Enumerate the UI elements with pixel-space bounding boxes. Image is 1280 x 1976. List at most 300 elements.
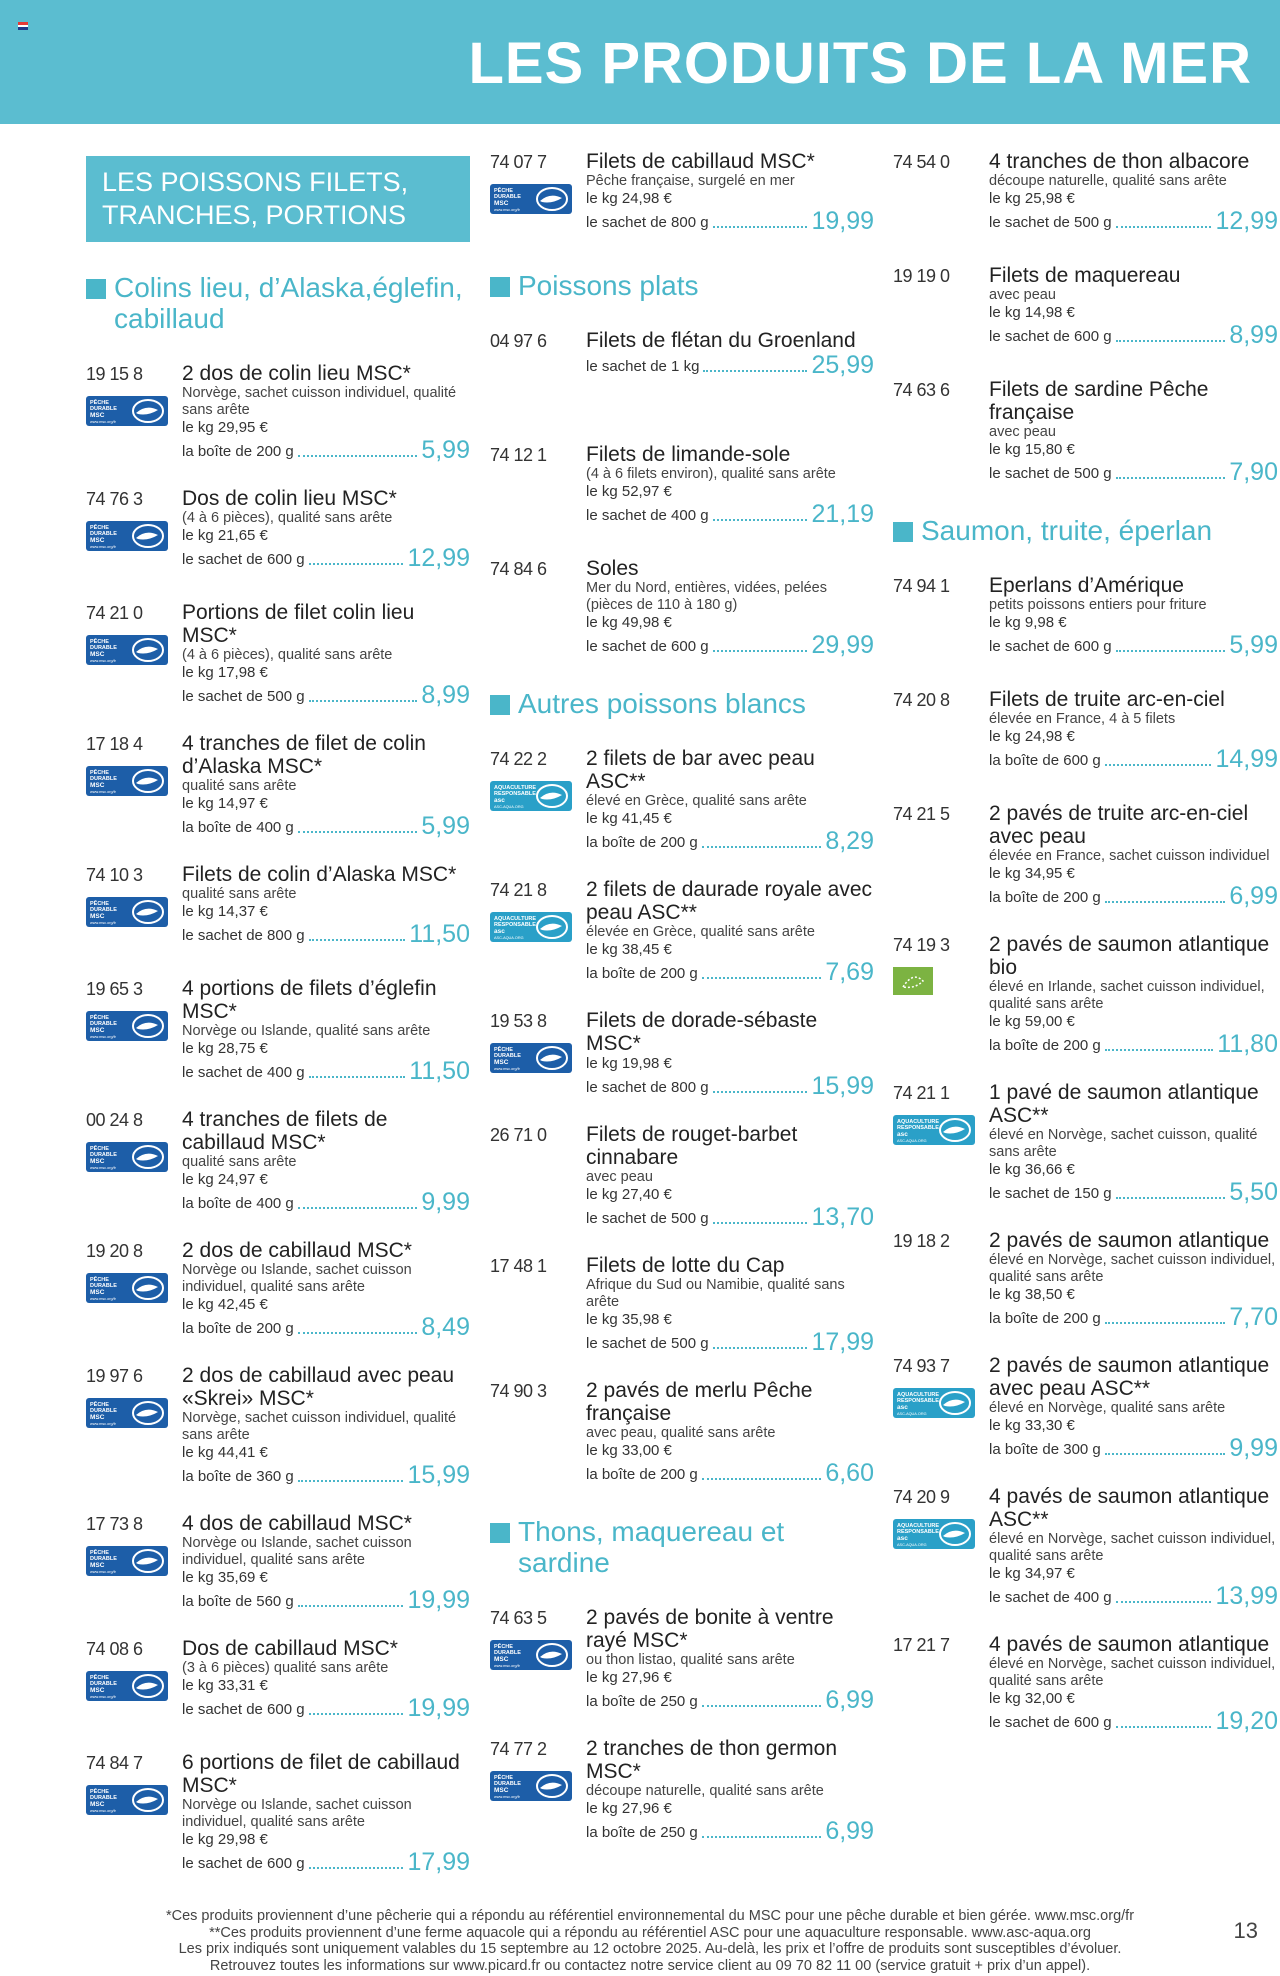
price: 15,99 bbox=[811, 1072, 874, 1100]
price: 19,99 bbox=[407, 1694, 470, 1722]
price: 12,99 bbox=[1215, 207, 1278, 235]
product-description: Norvège ou Islande, qualité sans arête bbox=[182, 1023, 431, 1039]
svg-text:PÊCHE: PÊCHE bbox=[90, 770, 109, 776]
pack-size: la boîte de 200 g bbox=[989, 1037, 1101, 1054]
product-name: 2 filets de bar avec peau ASC** bbox=[586, 747, 815, 793]
product-item bbox=[490, 878, 874, 985]
column-content bbox=[490, 150, 874, 1844]
svg-text:DURABLE: DURABLE bbox=[494, 1650, 521, 1656]
svg-text:PÊCHE: PÊCHE bbox=[494, 1047, 513, 1053]
dot-leader bbox=[1105, 1322, 1226, 1324]
product-description: élevé en Norvège, sachet cuisson, qualité sans arête bbox=[989, 1127, 1258, 1160]
dot-leader bbox=[702, 977, 822, 979]
dot-leader bbox=[713, 519, 808, 521]
price-per-kg: le kg 36,66 € bbox=[989, 1161, 1075, 1178]
dot-leader bbox=[309, 563, 404, 565]
dot-leader bbox=[713, 650, 808, 652]
pack-price-row bbox=[586, 1329, 874, 1355]
pack-price-row bbox=[182, 1462, 470, 1488]
dot-leader bbox=[702, 1836, 822, 1838]
product-item bbox=[490, 329, 874, 419]
svg-text:asc: asc bbox=[897, 1131, 908, 1138]
dot-leader bbox=[309, 1713, 404, 1715]
dot-leader bbox=[1105, 1049, 1214, 1051]
price: 8,29 bbox=[825, 827, 874, 855]
pack-size: le sachet de 400 g bbox=[182, 1064, 305, 1081]
price: 5,50 bbox=[1229, 1178, 1278, 1206]
product-item bbox=[86, 1751, 470, 1875]
product-code: 74 93 7 bbox=[893, 1356, 950, 1376]
price: 6,99 bbox=[825, 1686, 874, 1714]
svg-text:MSC: MSC bbox=[494, 1787, 509, 1794]
product-item bbox=[893, 933, 1278, 1057]
product-code: 19 20 8 bbox=[86, 1241, 143, 1261]
pack-price-row bbox=[989, 208, 1278, 234]
svg-text:www.msc.org/fr: www.msc.org/fr bbox=[90, 659, 116, 663]
pack-size: le sachet de 1 kg bbox=[586, 358, 700, 375]
product-name: 2 pavés de truite arc-en-ciel avec peau bbox=[989, 802, 1249, 848]
section-heading: Poissons plats bbox=[490, 270, 874, 301]
msc-logo-icon bbox=[490, 184, 572, 214]
product-name: 2 filets de daurade royale avec peau ASC** bbox=[586, 878, 873, 924]
product-item bbox=[86, 1512, 470, 1613]
pack-size: la boîte de 360 g bbox=[182, 1468, 294, 1485]
price: 19,20 bbox=[1215, 1707, 1278, 1735]
dot-leader bbox=[1105, 1453, 1226, 1455]
product-code: 74 90 3 bbox=[490, 1381, 547, 1401]
svg-text:PÊCHE: PÊCHE bbox=[90, 1402, 109, 1408]
svg-text:DURABLE: DURABLE bbox=[90, 1556, 117, 1562]
msc-logo-icon bbox=[86, 1671, 168, 1701]
pack-size: le sachet de 800 g bbox=[182, 927, 305, 944]
svg-text:PÊCHE: PÊCHE bbox=[90, 1015, 109, 1021]
svg-text:RESPONSABLE: RESPONSABLE bbox=[897, 1125, 939, 1131]
product-code: 74 07 7 bbox=[490, 152, 547, 172]
pack-price-row bbox=[989, 1304, 1278, 1330]
price: 17,99 bbox=[407, 1848, 470, 1876]
price-per-kg: le kg 17,98 € bbox=[182, 664, 268, 681]
pack-size: le sachet de 800 g bbox=[586, 1079, 709, 1096]
price: 11,80 bbox=[1217, 1030, 1278, 1058]
dot-leader bbox=[713, 226, 808, 228]
product-code: 74 21 5 bbox=[893, 804, 950, 824]
pack-price-row bbox=[182, 1587, 470, 1613]
pack-price-row bbox=[586, 632, 874, 658]
product-code: 74 76 3 bbox=[86, 489, 143, 509]
product-code: 74 54 0 bbox=[893, 152, 950, 172]
dot-leader bbox=[713, 1091, 808, 1093]
product-name: Filets de rouget-barbet cinnabare bbox=[586, 1123, 798, 1169]
svg-text:www.msc.org/fr: www.msc.org/fr bbox=[90, 420, 116, 424]
pack-size: la boîte de 400 g bbox=[182, 819, 294, 836]
section-heading: Colins lieu, d’Alaska,églefin, cabillaud bbox=[86, 272, 470, 334]
product-code: 19 15 8 bbox=[86, 364, 143, 384]
product-description: élevée en France, sachet cuisson individuel bbox=[989, 848, 1270, 864]
product-item bbox=[86, 362, 470, 463]
product-name: 2 dos de cabillaud MSC* bbox=[182, 1239, 412, 1262]
product-name: 2 pavés de saumon atlantique bbox=[989, 1229, 1270, 1252]
product-description: avec peau, qualité sans arête bbox=[586, 1425, 776, 1441]
product-code: 74 94 1 bbox=[893, 576, 950, 596]
svg-text:MSC: MSC bbox=[90, 1687, 105, 1694]
svg-text:ASC-AQUA.ORG: ASC-AQUA.ORG bbox=[897, 1139, 927, 1143]
dot-leader bbox=[702, 1478, 822, 1480]
product-code: 74 12 1 bbox=[490, 445, 547, 465]
product-name: Filets de colin d’Alaska MSC* bbox=[182, 863, 457, 886]
svg-text:ASC-AQUA.ORG: ASC-AQUA.ORG bbox=[494, 936, 524, 940]
svg-text:PÊCHE: PÊCHE bbox=[494, 188, 513, 194]
price: 6,99 bbox=[1229, 882, 1278, 910]
product-item bbox=[490, 150, 874, 240]
pack-price-row bbox=[182, 1314, 470, 1340]
dot-leader bbox=[713, 1222, 808, 1224]
svg-text:MSC: MSC bbox=[90, 537, 105, 544]
product-code: 17 21 7 bbox=[893, 1635, 950, 1655]
msc-logo-icon bbox=[86, 1011, 168, 1041]
product-name: 6 portions de filet de cabillaud MSC* bbox=[182, 1751, 460, 1797]
dot-leader bbox=[309, 1867, 404, 1869]
asc-logo-icon bbox=[490, 781, 572, 811]
price-per-kg: le kg 15,80 € bbox=[989, 441, 1075, 458]
price: 7,90 bbox=[1229, 458, 1278, 486]
product-description: Norvège, sachet cuisson individuel, qualité sans arête bbox=[182, 385, 457, 418]
column-content bbox=[86, 272, 470, 1875]
pack-price-row bbox=[586, 501, 874, 527]
asc-logo-icon bbox=[893, 1519, 975, 1549]
price-per-kg: le kg 25,98 € bbox=[989, 190, 1075, 207]
msc-logo-icon bbox=[86, 1142, 168, 1172]
pack-price-row bbox=[989, 1179, 1278, 1205]
svg-text:AQUACULTURE: AQUACULTURE bbox=[494, 916, 537, 922]
product-item bbox=[86, 487, 470, 577]
product-name: 4 pavés de saumon atlantique ASC** bbox=[989, 1485, 1270, 1531]
section-heading: Saumon, truite, éperlan bbox=[893, 515, 1278, 546]
price-per-kg: le kg 38,50 € bbox=[989, 1286, 1075, 1303]
pack-price-row bbox=[989, 1708, 1278, 1734]
product-name: Filets de flétan du Groenland bbox=[586, 329, 856, 352]
pack-size: le sachet de 150 g bbox=[989, 1185, 1112, 1202]
product-name: Dos de colin lieu MSC* bbox=[182, 487, 397, 510]
svg-text:AQUACULTURE: AQUACULTURE bbox=[897, 1392, 940, 1398]
svg-text:www.msc.org/fr: www.msc.org/fr bbox=[494, 1795, 520, 1799]
price-per-kg: le kg 34,97 € bbox=[989, 1565, 1075, 1582]
price-per-kg: le kg 59,00 € bbox=[989, 1013, 1075, 1030]
pack-price-row bbox=[182, 437, 470, 463]
product-item bbox=[490, 1737, 874, 1844]
dot-leader bbox=[702, 1705, 822, 1707]
price-per-kg: le kg 32,00 € bbox=[989, 1690, 1075, 1707]
svg-text:ASC-AQUA.ORG: ASC-AQUA.ORG bbox=[897, 1543, 927, 1547]
product-name: 2 pavés de saumon atlantique avec peau ASC** bbox=[989, 1354, 1270, 1400]
product-item bbox=[893, 574, 1278, 664]
product-item bbox=[893, 264, 1278, 354]
svg-text:www.msc.org/fr: www.msc.org/fr bbox=[494, 1067, 520, 1071]
product-code: 74 21 8 bbox=[490, 880, 547, 900]
svg-text:PÊCHE: PÊCHE bbox=[494, 1644, 513, 1650]
dot-leader bbox=[1116, 226, 1212, 228]
dot-leader bbox=[713, 1347, 808, 1349]
dot-leader bbox=[1116, 1197, 1226, 1199]
product-description: élevé en Norvège, sachet cuisson individuel, qualité sans arête bbox=[989, 1531, 1276, 1564]
svg-text:ASC-AQUA.ORG: ASC-AQUA.ORG bbox=[897, 1412, 927, 1416]
svg-text:PÊCHE: PÊCHE bbox=[90, 639, 109, 645]
price: 6,99 bbox=[825, 1817, 874, 1845]
pack-price-row bbox=[989, 746, 1278, 772]
price: 7,70 bbox=[1229, 1303, 1278, 1331]
svg-text:MSC: MSC bbox=[90, 651, 105, 658]
product-description: (3 à 6 pièces) qualité sans arête bbox=[182, 1660, 389, 1676]
svg-text:RESPONSABLE: RESPONSABLE bbox=[897, 1529, 939, 1535]
pack-size: la boîte de 200 g bbox=[586, 965, 698, 982]
svg-text:MSC: MSC bbox=[90, 782, 105, 789]
dot-leader bbox=[1116, 650, 1226, 652]
pack-size: le sachet de 400 g bbox=[586, 507, 709, 524]
product-name: 2 dos de colin lieu MSC* bbox=[182, 362, 411, 385]
product-name: 1 pavé de saumon atlantique ASC** bbox=[989, 1081, 1259, 1127]
product-code: 26 71 0 bbox=[490, 1125, 547, 1145]
pack-price-row bbox=[182, 545, 470, 571]
svg-text:PÊCHE: PÊCHE bbox=[90, 1550, 109, 1556]
pack-price-row bbox=[989, 322, 1278, 348]
product-name: Filets de sardine Pêche française bbox=[989, 378, 1209, 424]
pack-size: la boîte de 200 g bbox=[182, 1320, 294, 1337]
svg-text:www.msc.org/fr: www.msc.org/fr bbox=[494, 208, 520, 212]
product-name: 4 pavés de saumon atlantique bbox=[989, 1633, 1270, 1656]
product-description: Pêche française, surgelé en mer bbox=[586, 173, 795, 189]
pack-size: le sachet de 600 g bbox=[182, 551, 305, 568]
pack-price-row bbox=[586, 1073, 874, 1099]
column-1 bbox=[86, 150, 470, 1899]
dot-leader bbox=[298, 1332, 418, 1334]
svg-text:DURABLE: DURABLE bbox=[90, 1681, 117, 1687]
dot-leader bbox=[702, 846, 822, 848]
price: 13,99 bbox=[1215, 1582, 1278, 1610]
pack-price-row bbox=[182, 682, 470, 708]
price: 25,99 bbox=[811, 351, 874, 379]
svg-text:MSC: MSC bbox=[494, 1059, 509, 1066]
product-item bbox=[490, 747, 874, 854]
svg-text:DURABLE: DURABLE bbox=[90, 776, 117, 782]
dot-leader bbox=[298, 455, 418, 457]
pack-size: la boîte de 200 g bbox=[989, 889, 1101, 906]
pack-size: le sachet de 600 g bbox=[182, 1701, 305, 1718]
product-description: ou thon listao, qualité sans arête bbox=[586, 1652, 795, 1668]
price: 12,99 bbox=[407, 544, 470, 572]
footer-validity-note: Les prix indiqués sont uniquement valables du 15 septembre au 12 octobre 2025. Au-delà, les prix et l’offre de produits sont susceptibles d’évoluer. bbox=[178, 1941, 1122, 1957]
product-description: Norvège ou Islande, sachet cuisson individuel, qualité sans arête bbox=[182, 1535, 412, 1568]
msc-logo-icon bbox=[86, 396, 168, 426]
product-item bbox=[893, 1633, 1278, 1734]
svg-text:PÊCHE: PÊCHE bbox=[90, 1146, 109, 1152]
pack-size: la boîte de 600 g bbox=[989, 752, 1101, 769]
msc-logo-icon bbox=[490, 1771, 572, 1801]
product-name: 4 tranches de thon albacore bbox=[989, 150, 1250, 173]
product-description: Norvège ou Islande, sachet cuisson individuel, qualité sans arête bbox=[182, 1262, 412, 1295]
svg-text:DURABLE: DURABLE bbox=[90, 1408, 117, 1414]
product-description: avec peau bbox=[586, 1169, 653, 1185]
product-item bbox=[86, 1239, 470, 1340]
product-item bbox=[86, 863, 470, 953]
product-code: 74 10 3 bbox=[86, 865, 143, 885]
price-per-kg: le kg 24,97 € bbox=[182, 1171, 268, 1188]
section-heading: Autres poissons blancs bbox=[490, 688, 874, 719]
product-description: qualité sans arête bbox=[182, 778, 297, 794]
msc-logo-icon bbox=[86, 897, 168, 927]
section-heading: Thons, maquereau et sardine bbox=[490, 1516, 874, 1578]
pack-size: le sachet de 500 g bbox=[182, 688, 305, 705]
product-item bbox=[893, 802, 1278, 909]
svg-text:PÊCHE: PÊCHE bbox=[90, 901, 109, 907]
pack-size: la boîte de 200 g bbox=[989, 1310, 1101, 1327]
product-name: Soles bbox=[586, 557, 639, 580]
product-name: Filets de dorade-sébaste MSC* bbox=[586, 1009, 818, 1055]
pack-price-row bbox=[182, 1058, 470, 1084]
category-title: LES POISSONS FILETS, TRANCHES, PORTIONS bbox=[86, 156, 470, 242]
msc-logo-icon bbox=[86, 1785, 168, 1815]
product-code: 19 53 8 bbox=[490, 1011, 547, 1031]
pack-size: la boîte de 200 g bbox=[182, 443, 294, 460]
footer-notes bbox=[150, 1908, 1150, 1974]
product-code: 74 20 9 bbox=[893, 1487, 950, 1507]
product-code: 74 63 6 bbox=[893, 380, 950, 400]
price-per-kg: le kg 33,30 € bbox=[989, 1417, 1075, 1434]
price: 14,99 bbox=[1215, 745, 1278, 773]
product-name: Filets de truite arc-en-ciel bbox=[989, 688, 1225, 711]
msc-logo-icon bbox=[86, 1546, 168, 1576]
svg-text:DURABLE: DURABLE bbox=[494, 1053, 521, 1059]
price-per-kg: le kg 14,37 € bbox=[182, 903, 268, 920]
product-code: 17 18 4 bbox=[86, 734, 143, 754]
svg-text:www.msc.org/fr: www.msc.org/fr bbox=[90, 1297, 116, 1301]
price-per-kg: le kg 44,41 € bbox=[182, 1444, 268, 1461]
svg-text:DURABLE: DURABLE bbox=[494, 194, 521, 200]
product-item bbox=[490, 443, 874, 533]
price-per-kg: le kg 34,95 € bbox=[989, 865, 1075, 882]
price-per-kg: le kg 14,97 € bbox=[182, 795, 268, 812]
svg-text:MSC: MSC bbox=[90, 412, 105, 419]
svg-text:asc: asc bbox=[494, 928, 505, 935]
product-code: 04 97 6 bbox=[490, 331, 547, 351]
product-code: 74 77 2 bbox=[490, 1739, 547, 1759]
pack-size: le sachet de 500 g bbox=[586, 1335, 709, 1352]
product-description: avec peau bbox=[989, 424, 1056, 440]
product-name: 2 tranches de thon germon MSC* bbox=[586, 1737, 837, 1783]
footer-asc-note: **Ces produits proviennent d’une ferme aquacole qui a répondu au référentiel ASC pour une aquaculture responsable. www.asc-aqua.org bbox=[209, 1924, 1091, 1941]
pack-price-row bbox=[586, 1818, 874, 1844]
dot-leader bbox=[1105, 901, 1226, 903]
dot-leader bbox=[703, 370, 807, 372]
svg-text:www.msc.org/fr: www.msc.org/fr bbox=[90, 1035, 116, 1039]
price: 8,49 bbox=[421, 1313, 470, 1341]
pack-price-row bbox=[989, 459, 1278, 485]
svg-text:www.msc.org/fr: www.msc.org/fr bbox=[90, 545, 116, 549]
svg-text:DURABLE: DURABLE bbox=[90, 406, 117, 412]
product-description: Mer du Nord, entières, vidées, pelées (pièces de 110 à 180 g) bbox=[586, 580, 827, 613]
msc-logo-icon bbox=[86, 766, 168, 796]
pack-size: la boîte de 400 g bbox=[182, 1195, 294, 1212]
pack-size: la boîte de 250 g bbox=[586, 1824, 698, 1841]
msc-logo-icon bbox=[86, 635, 168, 665]
product-name: Filets de lotte du Cap bbox=[586, 1254, 785, 1277]
svg-text:MSC: MSC bbox=[90, 1289, 105, 1296]
price: 7,69 bbox=[825, 958, 874, 986]
price-per-kg: le kg 29,98 € bbox=[182, 1831, 268, 1848]
price: 19,99 bbox=[811, 207, 874, 235]
product-description: Afrique du Sud ou Namibie, qualité sans arête bbox=[586, 1277, 845, 1310]
product-item bbox=[490, 1123, 874, 1230]
product-description: élevée en Grèce, qualité sans arête bbox=[586, 924, 815, 940]
footer-msc-note: *Ces produits proviennent d’une pêcherie qui a répondu au référentiel environnemental du MSC pour une pêche durable et bien gérée. www.msc.org/fr bbox=[165, 1908, 1135, 1924]
product-description: élevé en Irlande, sachet cuisson individuel, qualité sans arête bbox=[989, 979, 1265, 1012]
column-2 bbox=[490, 150, 874, 1868]
page-number: 13 bbox=[1233, 1918, 1258, 1943]
product-code: 19 18 2 bbox=[893, 1231, 950, 1251]
dot-leader bbox=[309, 1076, 406, 1078]
pack-price-row bbox=[586, 208, 874, 234]
svg-text:www.msc.org/fr: www.msc.org/fr bbox=[494, 1664, 520, 1668]
msc-logo-icon bbox=[490, 1640, 572, 1670]
product-item bbox=[490, 1606, 874, 1713]
svg-text:DURABLE: DURABLE bbox=[494, 1781, 521, 1787]
pack-price-row bbox=[586, 1687, 874, 1713]
price: 29,99 bbox=[811, 631, 874, 659]
dot-leader bbox=[298, 1605, 404, 1607]
pack-price-row bbox=[586, 828, 874, 854]
svg-text:PÊCHE: PÊCHE bbox=[90, 400, 109, 406]
product-description: découpe naturelle, qualité sans arête bbox=[586, 1783, 824, 1799]
product-code: 74 22 2 bbox=[490, 749, 547, 769]
price: 11,50 bbox=[409, 920, 470, 948]
pack-price-row bbox=[989, 1031, 1278, 1057]
svg-text:ASC-AQUA.ORG: ASC-AQUA.ORG bbox=[494, 805, 524, 809]
pack-price-row bbox=[182, 1189, 470, 1215]
asc-logo-icon bbox=[893, 1115, 975, 1145]
msc-logo-icon bbox=[86, 521, 168, 551]
product-description: avec peau bbox=[989, 287, 1056, 303]
price: 19,99 bbox=[407, 1586, 470, 1614]
product-description: Norvège, sachet cuisson individuel, qualité sans arête bbox=[182, 1410, 457, 1443]
price-per-kg: le kg 35,69 € bbox=[182, 1569, 268, 1586]
pack-size: le sachet de 500 g bbox=[989, 214, 1112, 231]
product-description: élevé en Norvège, sachet cuisson individuel, qualité sans arête bbox=[989, 1252, 1276, 1285]
product-description: (4 à 6 filets environ), qualité sans arête bbox=[586, 466, 836, 482]
product-code: 74 20 8 bbox=[893, 690, 950, 710]
page-title: LES PRODUITS DE LA MER bbox=[468, 31, 1252, 96]
pack-size: la boîte de 200 g bbox=[586, 1466, 698, 1483]
product-description: qualité sans arête bbox=[182, 886, 297, 902]
product-item bbox=[893, 1354, 1278, 1461]
pack-price-row bbox=[586, 352, 874, 378]
price-per-kg: le kg 24,98 € bbox=[989, 728, 1075, 745]
product-code: 17 48 1 bbox=[490, 1256, 547, 1276]
product-name: Filets de maquereau bbox=[989, 264, 1181, 287]
pack-price-row bbox=[586, 959, 874, 985]
product-item bbox=[490, 557, 874, 658]
pack-price-row bbox=[182, 921, 470, 947]
product-code: 74 84 6 bbox=[490, 559, 547, 579]
pack-size: le sachet de 600 g bbox=[989, 638, 1112, 655]
svg-text:www.msc.org/fr: www.msc.org/fr bbox=[90, 1166, 116, 1170]
pack-size: le sachet de 600 g bbox=[989, 1714, 1112, 1731]
pack-price-row bbox=[989, 1435, 1278, 1461]
price-per-kg: le kg 33,00 € bbox=[586, 1442, 672, 1459]
dot-leader bbox=[1105, 764, 1212, 766]
product-code: 19 65 3 bbox=[86, 979, 143, 999]
dot-leader bbox=[309, 700, 418, 702]
product-item bbox=[893, 150, 1278, 240]
product-name: 2 pavés de bonite à ventre rayé MSC* bbox=[586, 1606, 834, 1652]
price-per-kg: le kg 52,97 € bbox=[586, 483, 672, 500]
